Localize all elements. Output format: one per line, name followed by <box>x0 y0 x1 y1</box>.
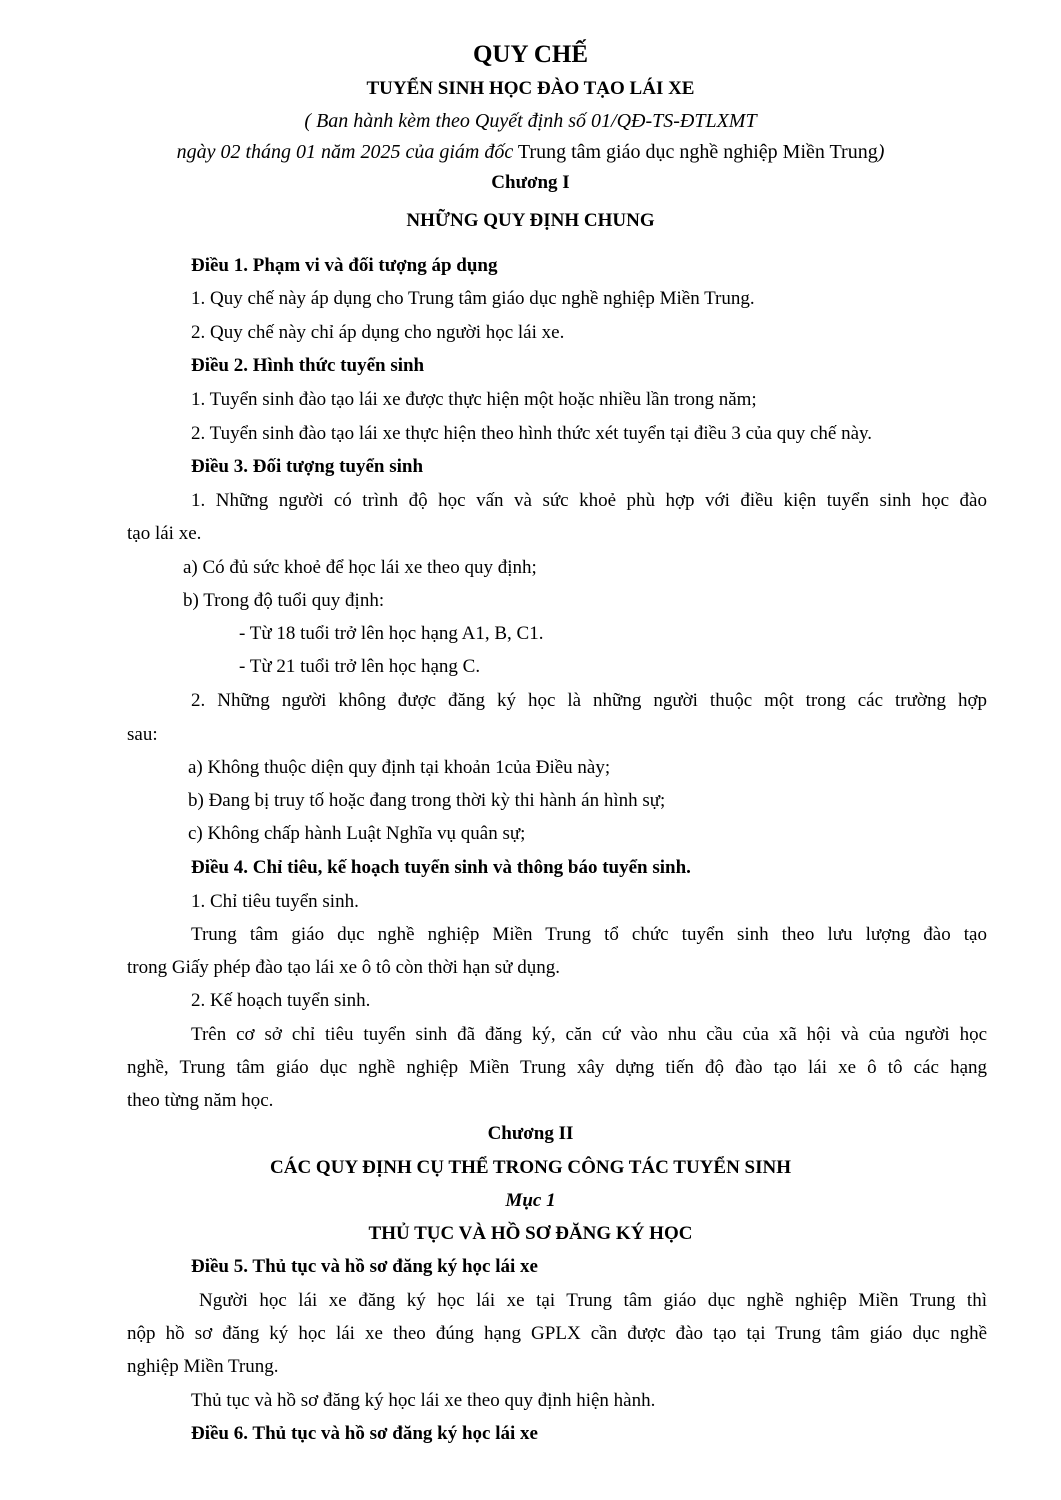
article-3-p1-line2: tạo lái xe. <box>127 523 202 544</box>
chapter-2-title: CÁC QUY ĐỊNH CỤ THỂ TRONG CÔNG TÁC TUYỂN SINH <box>270 1157 791 1178</box>
article-6-heading: Điều 6. Thủ tục và hồ sơ đăng ký học lái xe <box>191 1423 538 1444</box>
article-4-p2-text-line2: nghề, Trung tâm giáo dục nghề nghiệp Miền Trung xây dựng tiến độ đào tạo lái xe ô tô các hạng <box>127 1057 987 1078</box>
decree-close: ) <box>877 141 885 163</box>
article-4-p2-text-line3: theo từng năm học. <box>127 1090 274 1111</box>
article-2-p2: 2. Tuyển sinh đào tạo lái xe thực hiện theo hình thức xét tuyển tại điều 3 của quy chế này. <box>191 423 873 444</box>
doc-title: QUY CHẾ <box>472 41 589 68</box>
article-3-b2: - Từ 21 tuổi trở lên học hạng C. <box>239 656 481 677</box>
article-3-b: b) Trong độ tuổi quy định: <box>183 590 385 611</box>
article-2-p1: 1. Tuyển sinh đào tạo lái xe được thực hiện một hoặc nhiều lần trong năm; <box>191 389 757 410</box>
article-1-heading: Điều 1. Phạm vi và đối tượng áp dụng <box>191 255 498 276</box>
article-4-p1-text-line2: trong Giấy phép đào tạo lái xe ô tô còn thời hạn sử dụng. <box>127 957 560 978</box>
article-3-a: a) Có đủ sức khoẻ để học lái xe theo quy định; <box>183 557 537 578</box>
section-1-label: Mục 1 <box>505 1190 556 1211</box>
article-3-heading: Điều 3. Đối tượng tuyển sinh <box>191 456 424 477</box>
decree-line-2 <box>0 140 1061 164</box>
article-3-p2-line1: 2. Những người không được đăng ký học là những người thuộc một trong các trường hợp <box>191 690 987 711</box>
article-3-p2b: b) Đang bị truy tố hoặc đang trong thời kỳ thi hành án hình sự; <box>188 790 666 811</box>
section-1-title: THỦ TỤC VÀ HỒ SƠ ĐĂNG KÝ HỌC <box>368 1223 693 1244</box>
article-5-p1-line2: nộp hồ sơ đăng ký học lái xe theo đúng hạng GPLX cần được đào tạo tại Trung tâm giáo dục nghề <box>127 1323 987 1344</box>
decree-date: ngày 02 tháng 01 năm 2025 của giám đốc <box>176 141 514 163</box>
chapter-1-title: NHỮNG QUY ĐỊNH CHUNG <box>406 210 655 231</box>
article-3-p2a: a) Không thuộc diện quy định tại khoản 1của Điều này; <box>188 757 611 778</box>
article-1-p1: 1. Quy chế này áp dụng cho Trung tâm giáo dục nghề nghiệp Miền Trung. <box>191 288 755 309</box>
doc-subtitle: TUYỂN SINH HỌC ĐÀO TẠO LÁI XE <box>366 78 695 99</box>
article-5-heading: Điều 5. Thủ tục và hồ sơ đăng ký học lái xe <box>191 1256 538 1277</box>
chapter-2-label: Chương II <box>487 1123 574 1144</box>
article-5-p1-line1: Người học lái xe đăng ký học lái xe tại Trung tâm giáo dục nghề nghiệp Miền Trung thì <box>199 1290 987 1311</box>
article-3-p2c: c) Không chấp hành Luật Nghĩa vụ quân sự; <box>188 823 526 844</box>
decree-line-1: ( Ban hành kèm theo Quyết định số 01/QĐ-TS-ĐTLXMT <box>304 110 757 132</box>
article-3-b1: - Từ 18 tuổi trở lên học hạng A1, B, C1. <box>239 623 544 644</box>
article-4-p1: 1. Chỉ tiêu tuyển sinh. <box>191 891 359 912</box>
article-4-p2: 2. Kế hoạch tuyển sinh. <box>191 990 371 1011</box>
decree-issuer: Trung tâm giáo dục nghề nghiệp Miền Trung <box>513 141 878 163</box>
chapter-1-label: Chương I <box>491 172 570 193</box>
article-5-p1-line3: nghiệp Miền Trung. <box>127 1356 279 1377</box>
article-3-p2-line2: sau: <box>127 724 158 745</box>
article-4-p1-text-line1: Trung tâm giáo dục nghề nghiệp Miền Trung tổ chức tuyển sinh theo lưu lượng đào tạo <box>191 924 987 945</box>
article-3-p1-line1: 1. Những người có trình độ học vấn và sức khoẻ phù hợp với điều kiện tuyển sinh học đào <box>191 490 987 511</box>
article-5-p2: Thủ tục và hồ sơ đăng ký học lái xe theo quy định hiện hành. <box>191 1390 656 1411</box>
article-1-p2: 2. Quy chế này chỉ áp dụng cho người học lái xe. <box>191 322 565 343</box>
article-4-heading: Điều 4. Chỉ tiêu, kế hoạch tuyển sinh và thông báo tuyển sinh. <box>191 857 691 878</box>
article-4-p2-text-line1: Trên cơ sở chỉ tiêu tuyển sinh đã đăng ký, căn cứ vào nhu cầu của xã hội và của người học <box>191 1024 987 1045</box>
article-2-heading: Điều 2. Hình thức tuyển sinh <box>191 355 425 376</box>
